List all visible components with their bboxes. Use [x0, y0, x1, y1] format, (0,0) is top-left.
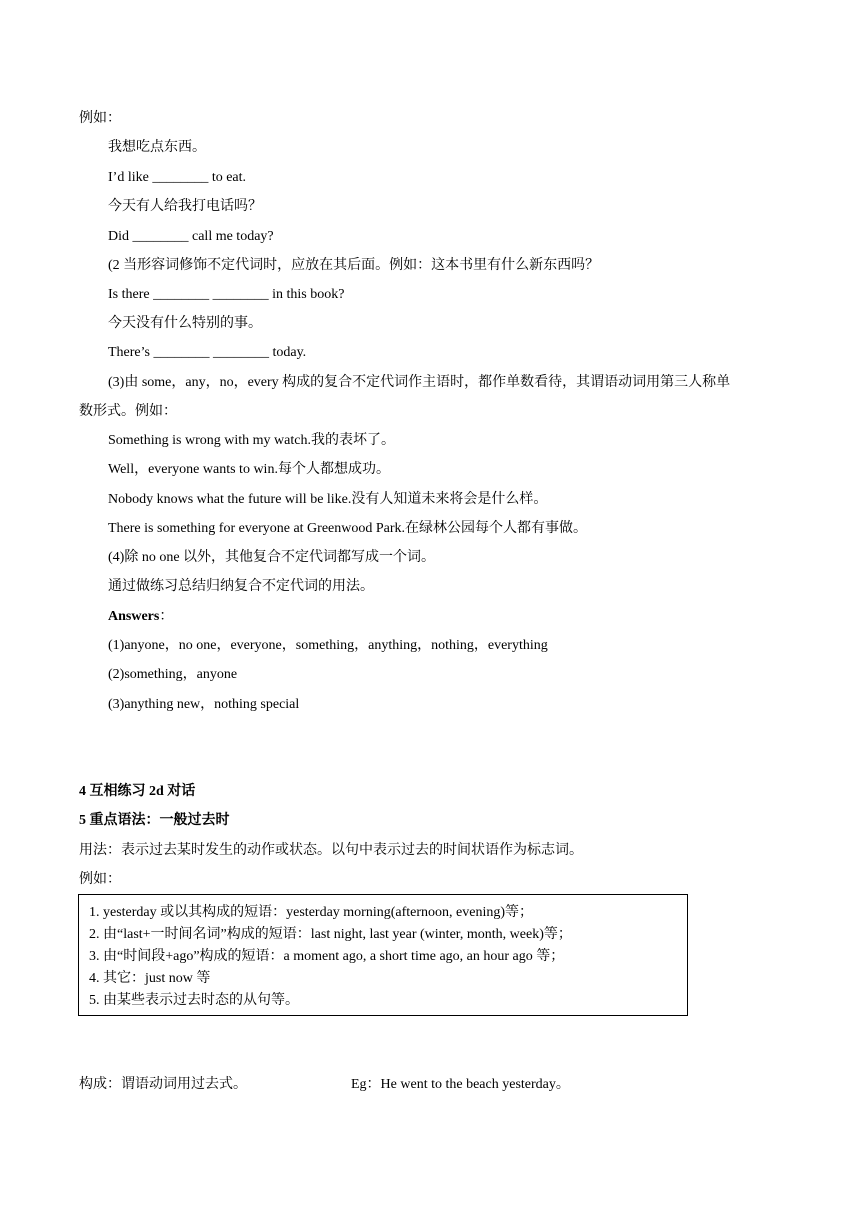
text-line: There is something for everyone at Greenwood Park.在绿林公园每个人都有事做。: [108, 521, 588, 536]
box-item: 1. yesterday 或以其构成的短语：yesterday morning(afternoon, evening)等；: [89, 905, 534, 920]
answer-item: (3)anything new，nothing special: [108, 697, 300, 712]
box-item: 3. 由“时间段+ago”构成的短语：a moment ago, a short time ago, an hour ago 等；: [89, 949, 565, 964]
answers-colon: ：: [159, 609, 174, 624]
text-line: Is there ________ ________ in this book?: [108, 287, 345, 302]
text-line: (2 当形容词修饰不定代词时，应放在其后面。例如：这本书里有什么新东西吗？: [108, 258, 600, 273]
example-label: 例如：: [79, 111, 121, 126]
text-line: (3)由 some，any，no，every 构成的复合不定代词作主语时，都作单数看待，其谓语动词用第三人称单: [108, 375, 731, 390]
section-4-heading: 4 互相练习 2d 对话: [79, 784, 196, 799]
text-line: 今天没有什么特别的事。: [108, 316, 262, 331]
answer-item: (2)something，anyone: [108, 667, 238, 682]
box-item: 4. 其它：just now 等: [89, 971, 211, 986]
text-line: 今天有人给我打电话吗？: [108, 199, 262, 214]
box-item: 2. 由“last+一时间名词”构成的短语：last night, last year (winter, month, week)等；: [89, 927, 572, 942]
text-line: There’s ________ ________ today.: [108, 345, 307, 360]
answer-item: (1)anyone，no one，everyone，something，anything，nothing，everything: [108, 638, 548, 653]
text-line: I’d like ________ to eat.: [108, 170, 247, 185]
structure-example: Eg：He went to the beach yesterday。: [351, 1077, 570, 1092]
structure-text: 构成：谓语动词用过去式。: [79, 1077, 247, 1092]
example-label-2: 例如：: [79, 872, 121, 887]
text-line: Did ________ call me today?: [108, 229, 274, 244]
text-line: 我想吃点东西。: [108, 140, 206, 155]
answers-heading-line: [108, 607, 173, 627]
answers-heading: Answers: [108, 609, 160, 624]
text-line: Nobody knows what the future will be like.没有人知道未来将会是什么样。: [108, 492, 548, 507]
text-line: Well，everyone wants to win.每个人都想成功。: [108, 462, 390, 477]
text-line: Something is wrong with my watch.我的表坏了。: [108, 433, 395, 448]
section-5-heading: 5 重点语法：一般过去时: [79, 813, 230, 828]
text-line: 通过做练习总结归纳复合不定代词的用法。: [108, 579, 374, 594]
box-item: 5. 由某些表示过去时态的从句等。: [89, 993, 299, 1008]
text-line: (4)除 no one 以外，其他复合不定代词都写成一个词。: [108, 550, 436, 565]
usage-text: 用法：表示过去某时发生的动作或状态。以句中表示过去的时间状语作为标志词。: [79, 843, 583, 858]
text-line-wrap: 数形式。例如：: [79, 404, 177, 419]
example-box: [78, 894, 688, 1016]
